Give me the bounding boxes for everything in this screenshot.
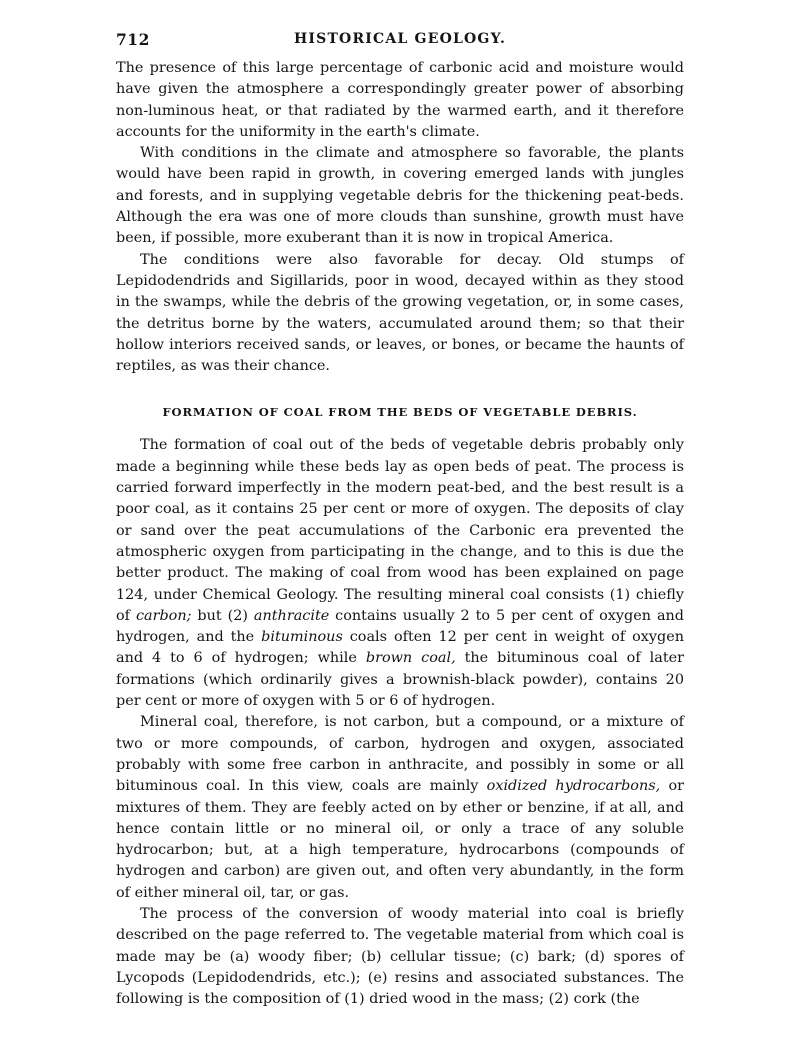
italic-term: brown coal,	[365, 650, 456, 667]
section-heading: FORMATION OF COAL FROM THE BEDS OF VEGETABLE DEBRIS.	[162, 405, 638, 420]
italic-term: carbon;	[135, 607, 192, 624]
text-run: Mineral coal, therefore, is not carbon, but a compound, or a mixture of two or more compounds, of carbon, hydrogen and oxygen, associated probably with some free carbon in anthracite, and possibly in some or all bituminous coal. In this view, coals are mainly	[116, 714, 684, 795]
paragraph: The process of the conversion of woody material into coal is briefly described on the page referred to. The vegetable material from which coal is made may be (a) woody fiber; (b) cellular tissue; (c) bark; (d) spores of Lycopods (Lepidodendrids, etc.); (e) resins and associated substances. The following is the composition of (1) dried wood in the mass; (2) cork (the	[116, 905, 684, 1008]
text-run: contains usually 2 to 5 per cent of oxygen and hydrogen, and the	[116, 607, 685, 646]
text-run: The formation of coal out of the beds of vegetable debris probably only made a beginning while these beds lay as open beds of peat. The process is carried forward imperfectly in the modern peat-bed, and the best result is a poor coal, as it contains 25 per cent or more of oxygen. The deposits of clay or sand over the peat accumulations of the Carbonic era prevented the atmospheric oxygen from participating in the change, and to this is due the better product. The making of coal from wood has been explained on page 124, under Chemical Geology. The resulting mineral coal consists (1) chiefly of	[116, 437, 684, 624]
page-number: 712	[116, 30, 150, 49]
text-run: coals often 12 per cent in weight of oxygen and 4 to 6 of hydrogen; while	[116, 629, 684, 667]
text-run: but (2)	[191, 607, 254, 624]
paragraph: The presence of this large percentage of carbonic acid and moisture would have given the atmosphere a correspondingly greater power of absorbing non-luminous heat, or that radiated by the warmed earth, and it therefore accounts for the uniformity in the earth's climate.	[116, 60, 684, 140]
book-page	[116, 30, 684, 1010]
text-run: the bituminous coal of later formations (which ordinarily gives a brownish-black powder), contains 20 per cent or more of oxygen with 5 or 6 of hydrogen.	[116, 650, 684, 710]
running-title: HISTORICAL GEOLOGY.	[293, 31, 507, 47]
body-text	[116, 58, 684, 1010]
italic-term: anthracite	[253, 607, 330, 624]
paragraph: With conditions in the climate and atmosphere so favorable, the plants would have been rapid in growth, in covering emerged lands with jungles and forests, and in supplying vegetable debris for the thickening peat-beds. Although the era was one of more clouds than sunshine, growth must have been, if possible, more exuberant than it is now in tropical America.	[116, 145, 684, 247]
paragraph	[116, 435, 684, 712]
italic-term: bituminous	[261, 629, 343, 646]
running-head	[116, 30, 684, 58]
paragraph: The conditions were also favorable for decay. Old stumps of Lepidodendrids and Sigillarids, poor in wood, decayed within as they stood in the swamps, while the debris of the growing vegetation, or, in some cases, the detritus borne by the waters, accumulated around them; so that their hollow interiors received sands, or leaves, or bones, or became the haunts of reptiles, as was their chance.	[116, 251, 684, 375]
paragraph	[116, 712, 684, 904]
text-run: or mixtures of them. They are feebly acted on by ether or benzine, if at all, and hence contain little or no mineral oil, or only a trace of any soluble hydrocarbon; but, at a high temperature, hydrocarbons (compounds of hydrogen and carbon) are given out, and often very abundantly, in the form of either mineral oil, tar, or gas.	[116, 778, 684, 901]
italic-term: oxidized hydrocarbons,	[486, 778, 661, 795]
